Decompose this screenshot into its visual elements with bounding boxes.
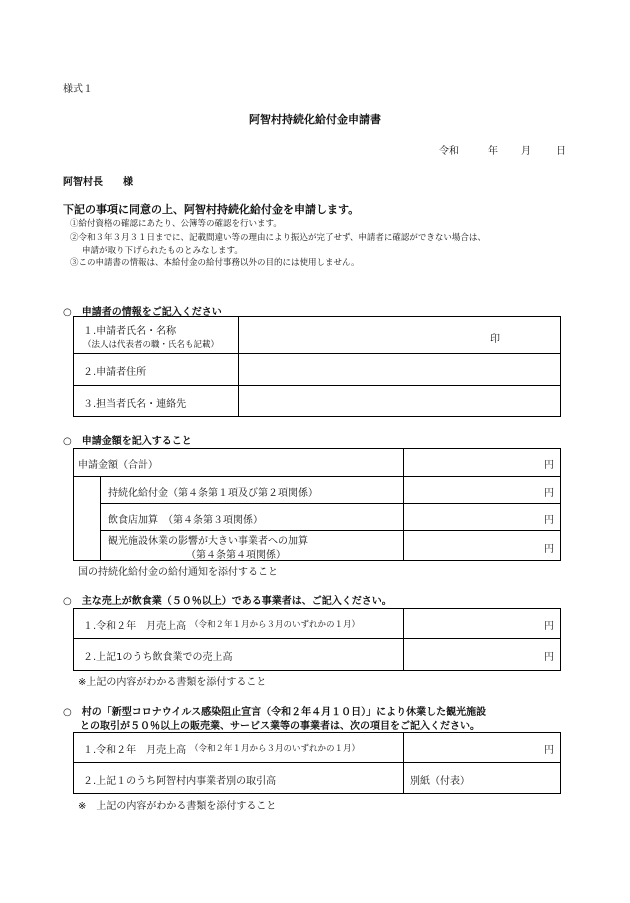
- total-amount-yen: 円: [544, 460, 554, 471]
- section2-note: 国の持続化給付金の給付通知を添付すること: [78, 567, 278, 578]
- tourism-addition-yen: 円: [544, 544, 554, 555]
- monthly-sales-field[interactable]: [404, 609, 560, 638]
- applicant-name-label: １.申請者氏名・名称: [83, 326, 177, 337]
- section3-note: ※上記の内容がわかる書類を添付すること: [78, 677, 267, 688]
- sustaining-benefit-label: 持続化給付金（第４条第１項及び第２項関係）: [108, 488, 318, 499]
- date-year: 年: [488, 146, 498, 157]
- restaurant-sales-yen: 円: [544, 652, 554, 663]
- date-month: 月: [521, 146, 531, 157]
- sustaining-benefit-field[interactable]: [404, 477, 560, 503]
- restaurant-addition-yen: 円: [544, 515, 554, 526]
- tourism-addition-field[interactable]: [404, 531, 560, 560]
- local-trade-label: ２.上記１のうち阿智村内事業者別の取引高: [83, 776, 277, 787]
- applicant-address-label: ２.申請者住所: [83, 367, 147, 378]
- consent-item-3: ③この申請書の情報は、本給付金の給付事務以外の目的には使用しません。: [70, 258, 360, 268]
- applicant-name-note: （法人は代表者の職・氏名も記載）: [83, 340, 220, 350]
- local-trade-value: 別紙（付表）: [410, 776, 470, 787]
- contact-person-label: ３.担当者氏名・連絡先: [83, 399, 187, 410]
- restaurant-addition-label: 飲食店加算 （第４条第３項関係）: [108, 515, 263, 526]
- section4-heading-cont: との取引が５０％以上の販売業、サービス業等の事業者は、次の項目をご記入ください。: [80, 721, 480, 732]
- consent-heading: 下記の事項に同意の上、阿智村持続化給付金を申請します。: [63, 203, 360, 216]
- date-day: 日: [556, 146, 566, 157]
- applicant-name-field[interactable]: [239, 317, 560, 353]
- restaurant-sales-label: ２.上記1のうち飲食業での売上高: [83, 652, 233, 663]
- section2-heading: ○ 申請金額を記入すること: [63, 436, 192, 447]
- monthly-sales-note: （令和２年１月から３月のいずれかの１月）: [190, 620, 361, 630]
- addressee: 阿智村長 様: [63, 177, 133, 188]
- tourism-monthly-sales-yen: 円: [544, 745, 554, 756]
- total-amount-label: 申請金額（合計）: [78, 460, 158, 471]
- form-number: 様式１: [63, 84, 93, 95]
- tourism-monthly-sales-note: （令和２年１月から３月のいずれかの１月）: [190, 744, 361, 754]
- restaurant-sales-field[interactable]: [404, 639, 560, 670]
- section1-heading: ○ 申請者の情報をご記入ください: [63, 307, 222, 318]
- consent-item-2: ②令和３年３月３１日までに、記載間違い等の理由により振込が完了せず、申請者に確認ができない場合は、: [70, 233, 486, 243]
- section3-heading: ○ 主な売上が飲食業（５０％以上）である事業者は、ご記入ください。: [63, 596, 392, 607]
- monthly-sales-label: １.令和２年 月売上高: [83, 621, 187, 632]
- restaurant-addition-field[interactable]: [404, 504, 560, 530]
- tourism-addition-clause: （第４条第４項関係）: [186, 550, 286, 561]
- section4-note: ※ 上記の内容がわかる書類を添付すること: [78, 801, 277, 812]
- monthly-sales-yen: 円: [544, 621, 554, 632]
- contact-person-field[interactable]: [239, 386, 560, 416]
- tourism-monthly-sales-field[interactable]: [404, 733, 560, 762]
- consent-item-1: ①給付資格の確認にあたり、公簿等の確認を行います。: [70, 219, 282, 229]
- date-era: 令和: [439, 146, 459, 157]
- consent-item-2-cont: 申請が取り下げられたものとみなします。: [82, 246, 243, 256]
- section4-heading: ○ 村の「新型コロナウイルス感染阻止宣言（令和２年４月１０日）」により休業した観光施設: [63, 707, 487, 718]
- tourism-monthly-sales-label: １.令和２年 月売上高: [83, 745, 187, 756]
- document-title: 阿智村持続化給付金申請書: [249, 113, 381, 126]
- seal-mark: 印: [490, 334, 500, 345]
- tourism-addition-label: 観光施設休業の影響が大きい事業者への加算: [108, 536, 308, 547]
- applicant-address-field[interactable]: [239, 354, 560, 385]
- total-amount-field[interactable]: [404, 449, 560, 476]
- sustaining-benefit-yen: 円: [544, 488, 554, 499]
